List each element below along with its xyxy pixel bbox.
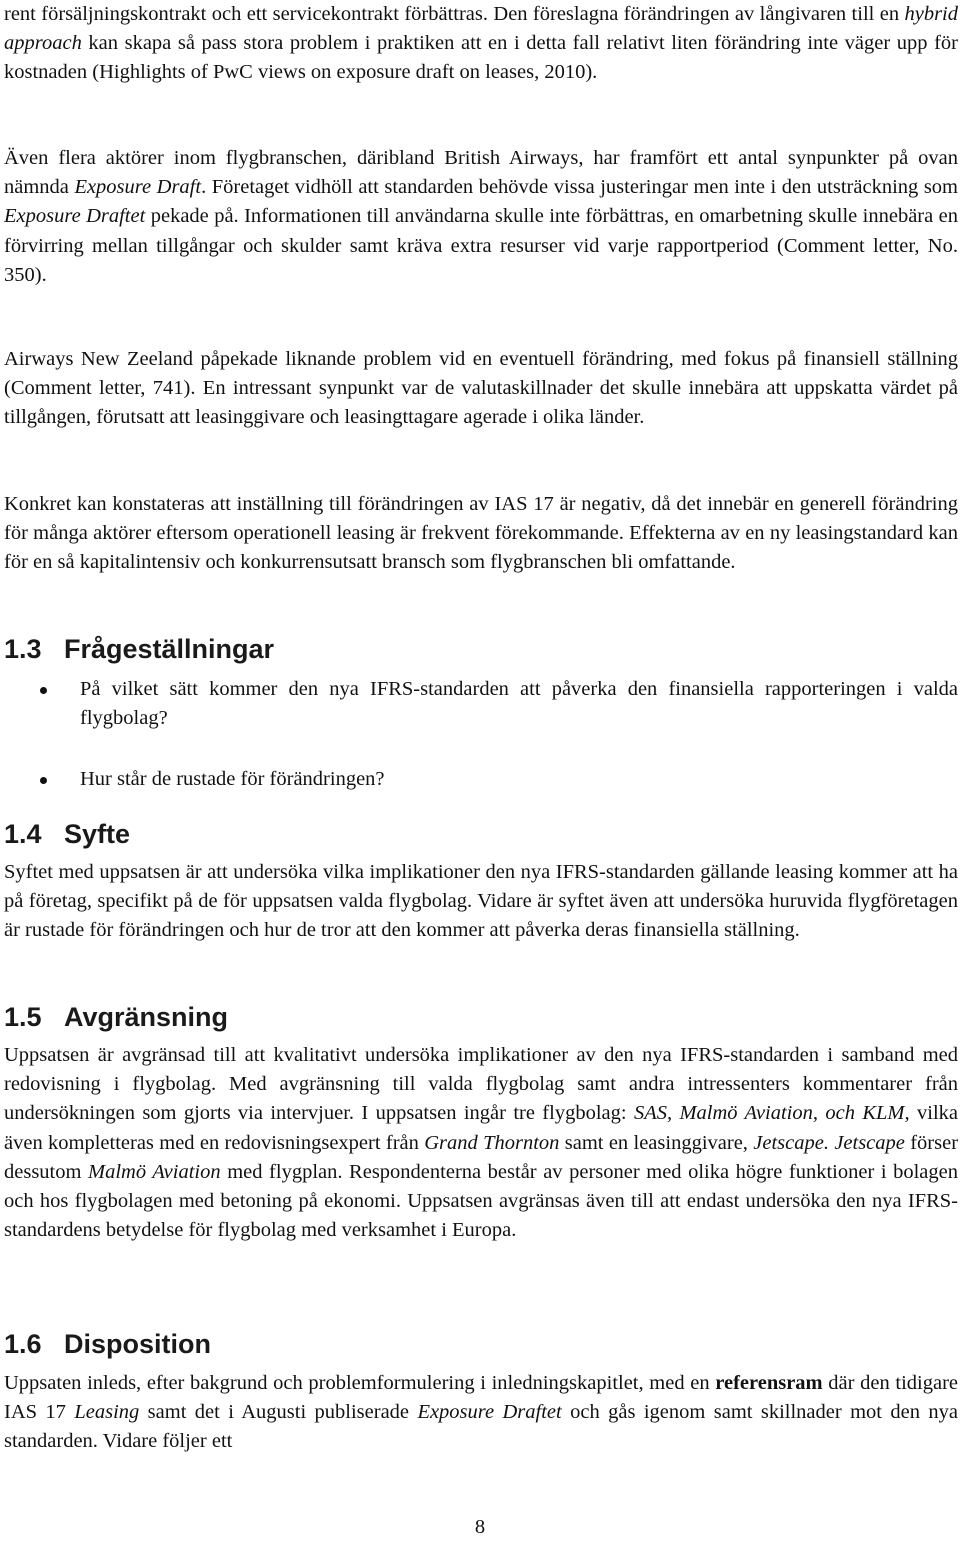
heading-title: Syfte [64,819,131,849]
paragraph-conclusion [4,490,958,578]
heading-number: 1.4 [4,819,42,849]
heading-title: Disposition [64,1329,211,1359]
text-run: pekade på. Informationen till användarna skulle inte förbättras, en omarbetning skulle innebära en förvirring mellan tillgångar och skulder samt kräva extra resurser vid varje rapportperiod (Comment letter, No. 350). [4,205,959,286]
heading-title: Frågeställningar [64,634,275,664]
italic-term: hybrid approach [4,3,958,55]
italic-term: Jetscape. [753,1131,829,1154]
text-run: där den tidigare IAS 17 [4,1372,958,1424]
paragraph-leasing-critique [4,0,958,88]
text-run: kan skapa så pass stora problem i praktiken att en i detta fall relativt liten förändring inte väger upp för kostnaden (Highlights of PwC views on exposure draft on leases, 2010). [4,32,958,84]
text-run: Airways New Zeeland påpekade liknande problem vid en eventuell förändring, med fokus på finansiell ställning (Comment letter, 741). En intressant synpunkt var de valutaskillnader det skulle innebära att uppskatta värdet på tillgången, förutsatt att leasinggivare och leasingttagare agerade i olika länder. [4,348,958,429]
italic-term: Jetscape [834,1131,905,1154]
bullet-icon [40,687,47,694]
paragraph-airways-new-zeeland [4,345,958,433]
text-run: Uppsaten inleds, efter bakgrund och problemformulering i inledningskapitlet, med en [4,1372,716,1394]
bold-term: referensram [715,1372,823,1394]
text-run: och gås igenom samt skillnader mot den nya standarden. Vidare följer ett [4,1401,959,1453]
paragraph-syfte [4,858,958,946]
paragraph-disposition [4,1369,958,1457]
heading-number: 1.3 [4,634,42,664]
heading-title: Avgränsning [64,1002,229,1032]
italic-term: Grand Thornton [424,1131,560,1154]
question-text: Hur står de rustade för förändringen? [80,768,385,791]
text-run: rent försäljningskontrakt och ett servicekontrakt förbättras. Den föreslagna förändringen av långivaren till en [4,3,905,25]
paragraph-avgransning [4,1041,958,1245]
text-run: med flygplan. Respondenterna består av personer med olika högre funktioner i bolagen och hos flygbolagen med betoning på ekonomi. Uppsatsen avgränsas även till att endast undersöka den nya IFRS-standardens betydelse för flygbolag med verksamhet i Europa. [4,1160,958,1242]
question-text: På vilket sätt kommer den nya IFRS-standarden att påverka den finansiella rapporteringen i valda flygbolag? [80,678,958,730]
italic-term: Exposure Draft [74,176,202,199]
text-run: samt en leasinggivare, [559,1131,754,1154]
text-run: samt det i Augusti publiserade [139,1401,418,1424]
list-item [0,765,960,794]
text-run: . Företaget vidhöll att standarden behövde vissa justeringar men inte i den utsträckning som [201,176,958,199]
italic-term: Malmö Aviation [88,1160,221,1183]
text-run: vilka även kompletteras med en redovisningsexpert från [4,1102,958,1154]
heading-number: 1.6 [4,1329,42,1359]
heading-number: 1.5 [4,1002,42,1032]
bullet-icon [40,777,47,784]
heading-syfte [4,817,130,851]
heading-fragestallningar [4,632,274,666]
page-number: 8 [474,1516,486,1538]
heading-avgransning [4,1000,228,1034]
text-run: Även flera aktörer inom flygbranschen, däribland British Airways, har framfört ett antal synpunkter på ovan nämnda [4,147,958,199]
text-run: Konkret kan konstateras att inställning till förändringen av IAS 17 är negativ, då det innebär en generell förändring för många aktörer eftersom operationell leasing är frekvent förekommande. Effekterna av en ny leasingstandard kan för en så kapitalintensiv och konkurrensutsatt bransch som flygbranschen bli omfattande. [4,493,958,574]
italic-term: Leasing [74,1401,140,1424]
italic-term: Exposure Draftet [417,1401,562,1424]
italic-term: SAS, Malmö Aviation, och KLM, [633,1102,910,1125]
list-item [0,675,960,733]
text-run: Uppsatsen är avgränsad till att kvalitativt undersöka implikationer av den nya IFRS-standarden i samband med redovisning i flygbolag. Med avgränsning till valda flygbolag samt andra intressenters kommentarer från undersökningen som gjorts via intervjuer. I uppsatsen ingår tre flygbolag: [4,1044,958,1125]
paragraph-british-airways [4,144,958,290]
text-run: förser dessutom [4,1131,959,1183]
question-list [0,675,960,795]
text-run: Syftet med uppsatsen är att undersöka vilka implikationer den nya IFRS-standarden gällande leasing kommer att ha på företag, specifikt på de för uppsatsen valda flygbolag. Vidare är syftet även att undersöka huruvida flygföretagen är rustade för förändringen och hur de tror att den kommer att påverka deras finansiella ställning. [4,861,958,942]
heading-disposition [4,1327,211,1361]
italic-term: Exposure Draftet [4,205,146,228]
